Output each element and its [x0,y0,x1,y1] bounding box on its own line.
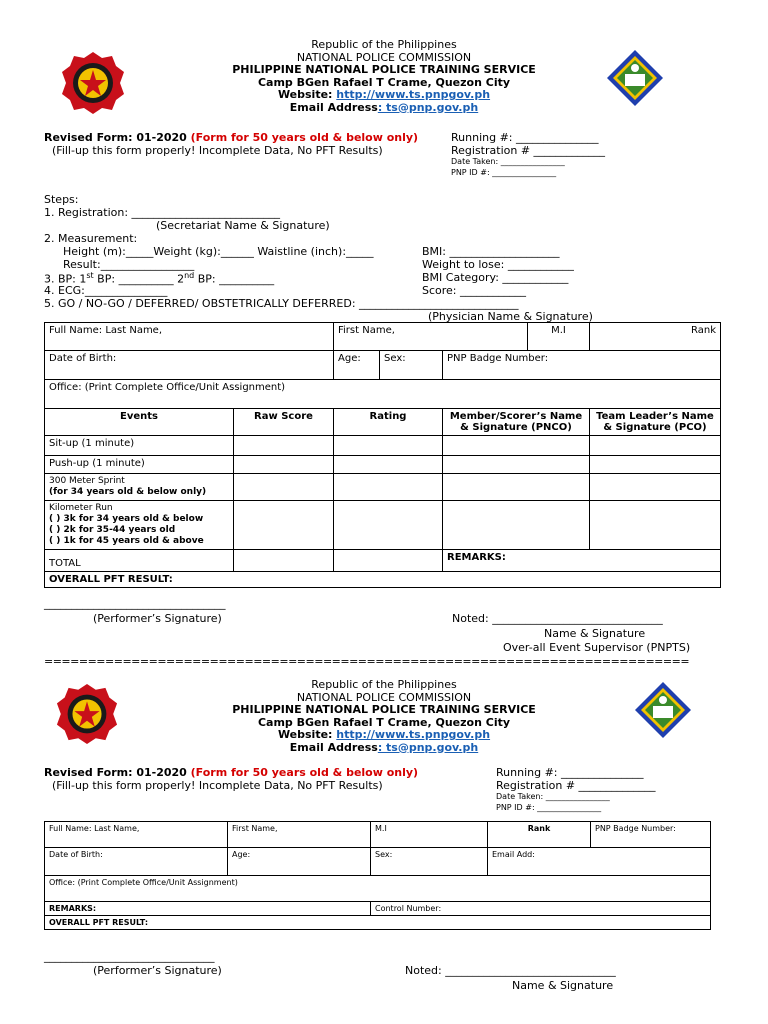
age-cell[interactable]: Age: [334,351,380,380]
full-name-cell[interactable]: Full Name: Last Name, [45,323,334,351]
email-label: Email Address [289,740,378,754]
header-bottom [0,679,768,754]
website-link[interactable]: http://www.ts.pnpgov.ph [336,728,491,741]
header-training-service: PHILIPPINE NATIONAL POLICE TRAINING SERVICE [232,703,536,716]
rank-cell[interactable]: Rank [590,323,721,351]
step-bp[interactable]: 3. BP: 1st BP: __________ 2nd BP: __________ [44,271,275,286]
table-row [45,474,721,501]
col-raw-score: Raw Score [234,409,334,436]
revised-form-note: (Form for 50 years old & below only) [190,131,419,144]
rank-cell[interactable]: Rank [488,822,591,848]
table-row [45,501,721,550]
secretariat-caption: (Secretariat Name & Signature) [156,219,330,232]
dob-cell[interactable]: Date of Birth: [45,351,334,380]
header-republic: Republic of the Philippines [311,678,457,691]
email-link[interactable]: : ts@pnp.gov.ph [377,100,479,114]
date-taken-field[interactable]: Date Taken: ________________ [496,792,610,801]
col-member-scorer: Member/Scorer’s Name & Signature (PNCO) [443,409,590,436]
registration-number-field[interactable]: Registration # ______________ [496,779,656,792]
pnp-id-field[interactable]: PNP ID #: ________________ [496,803,602,812]
run-rating[interactable] [334,501,443,550]
name-signature-caption: Name & Signature [512,979,614,992]
name-signature-caption: Name & Signature [544,627,646,640]
bmi-category-field[interactable]: BMI Category: ____________ [422,271,569,284]
event-pushup: Push-up (1 minute) [45,456,234,474]
header-commission: NATIONAL POLICE COMMISSION [296,50,472,64]
total-rating[interactable] [334,550,443,572]
header-republic: Republic of the Philippines [311,38,457,51]
full-name-cell[interactable]: Full Name: Last Name, [45,822,228,848]
supervisor-caption: Over-all Event Supervisor (PNPTS) [503,641,691,654]
step-go-no-go[interactable]: 5. GO / NO-GO / DEFERRED/ OBSTETRICALLY DEFERRED: _____________________________ [44,297,519,310]
header-top [0,39,768,114]
website-label: Website: [277,88,337,101]
registration-number-field[interactable]: Registration # _____________ [451,144,606,157]
pushup-leader[interactable] [590,456,721,474]
fillup-note: (Fill-up this form properly! Incomplete Data, No PFT Results) [52,779,383,792]
event-km-run: Kilometer Run [49,503,113,513]
situp-leader[interactable] [590,436,721,456]
situp-rating[interactable] [334,436,443,456]
revised-form-note: (Form for 50 years old & below only) [190,766,419,779]
bmi-field[interactable]: BMI: ____________________ [422,245,560,258]
km-run-1k[interactable]: ( ) 1k for 45 years old & above [49,536,204,546]
performer-signature-line[interactable]: _________________________________ [44,597,226,610]
pushup-member[interactable] [443,456,590,474]
col-events: Events [45,409,234,436]
noted-field[interactable]: Noted: _______________________________ [452,612,663,625]
event-sprint-note: (for 34 years old & below only) [49,487,207,497]
run-member[interactable] [443,501,590,550]
remarks-cell[interactable]: REMARKS: [45,902,371,916]
remarks-cell[interactable]: REMARKS: [443,550,721,572]
total-raw[interactable] [234,550,334,572]
control-number-cell[interactable]: Control Number: [371,902,711,916]
email-cell[interactable]: Email Add: [488,848,711,876]
step-registration[interactable]: 1. Registration: ___________________________ [44,206,281,219]
header-camp: Camp BGen Rafael T Crame, Quezon City [257,715,511,729]
table-row [45,456,721,474]
office-cell[interactable]: Office: (Print Complete Office/Unit Assignment) [45,876,711,902]
sex-cell[interactable]: Sex: [371,848,488,876]
noted-field[interactable]: Noted: _______________________________ [405,964,616,977]
badge-number-cell[interactable]: PNP Badge Number: [443,351,721,380]
badge-number-cell[interactable]: PNP Badge Number: [591,822,711,848]
revised-form-label: Revised Form: 01-2020 [44,131,191,144]
header-email [0,742,768,755]
header-email [0,102,768,115]
running-number-field[interactable]: Running #: _______________ [496,766,644,779]
col-rating: Rating [334,409,443,436]
revised-form-line [44,766,418,779]
sprint-member[interactable] [443,474,590,501]
mi-cell[interactable]: M.I [528,323,590,351]
step-ecg[interactable]: 4. ECG:_______________ [44,284,168,297]
first-name-cell[interactable]: First Name, [334,323,528,351]
performer-signature-caption: (Performer’s Signature) [93,612,222,625]
separator-line: ========================================================================== [44,655,690,668]
website-label: Website: [277,728,337,741]
table-row [45,550,721,572]
office-cell[interactable]: Office: (Print Complete Office/Unit Assignment) [45,380,721,409]
first-name-cell[interactable]: First Name, [228,822,371,848]
pft-table [44,322,721,588]
pushup-rating[interactable] [334,456,443,474]
revised-form-line [44,131,418,144]
performer-signature-caption: (Performer’s Signature) [93,964,222,977]
pushup-raw[interactable] [234,456,334,474]
km-run-3k[interactable]: ( ) 3k for 34 years old & below [49,514,204,524]
event-situp: Sit-up (1 minute) [45,436,234,456]
dob-cell[interactable]: Date of Birth: [45,848,228,876]
run-raw[interactable] [234,501,334,550]
header-commission: NATIONAL POLICE COMMISSION [296,690,472,704]
date-taken-field[interactable]: Date Taken: ________________ [451,157,565,166]
score-field[interactable]: Score: ____________ [422,284,527,297]
sprint-leader[interactable] [590,474,721,501]
situp-raw[interactable] [234,436,334,456]
mi-cell[interactable]: M.I [371,822,488,848]
website-link[interactable]: http://www.ts.pnpgov.ph [336,88,491,101]
pnp-id-field[interactable]: PNP ID #: ________________ [451,168,557,177]
run-leader[interactable] [590,501,721,550]
steps-title: Steps: [44,193,79,206]
physician-caption: (Physician Name & Signature) [428,310,593,323]
sprint-raw[interactable] [234,474,334,501]
header-camp: Camp BGen Rafael T Crame, Quezon City [257,75,511,89]
event-sprint: 300 Meter Sprint [49,476,125,486]
overall-result-cell[interactable]: OVERALL PFT RESULT: [45,572,721,588]
total-label: TOTAL [45,550,234,572]
overall-result-cell[interactable]: OVERALL PFT RESULT: [45,916,711,930]
km-run-2k[interactable]: ( ) 2k for 35-44 years old [49,525,176,535]
table-row [45,436,721,456]
step-measurement: 2. Measurement: [44,232,138,245]
situp-member[interactable] [443,436,590,456]
header-training-service: PHILIPPINE NATIONAL POLICE TRAINING SERVICE [232,63,536,76]
revised-form-label: Revised Form: 01-2020 [44,766,191,779]
performer-signature-line[interactable]: _______________________________ [44,950,215,963]
fillup-note: (Fill-up this form properly! Incomplete Data, No PFT Results) [52,144,383,157]
email-label: Email Address [289,100,378,114]
running-number-field[interactable]: Running #: _______________ [451,131,599,144]
col-team-leader: Team Leader’s Name & Signature (PCO) [590,409,721,436]
sex-cell[interactable]: Sex: [380,351,443,380]
measurement-fields[interactable]: Height (m):_____Weight (kg):______ Waistline (inch):_____ [63,245,374,258]
sprint-rating[interactable] [334,474,443,501]
email-link[interactable]: : ts@pnp.gov.ph [377,740,479,754]
measurement-result[interactable]: Result:_________________ [63,258,195,271]
weight-to-lose-field[interactable]: Weight to lose: ____________ [422,258,574,271]
record-table [44,821,711,930]
age-cell[interactable]: Age: [228,848,371,876]
